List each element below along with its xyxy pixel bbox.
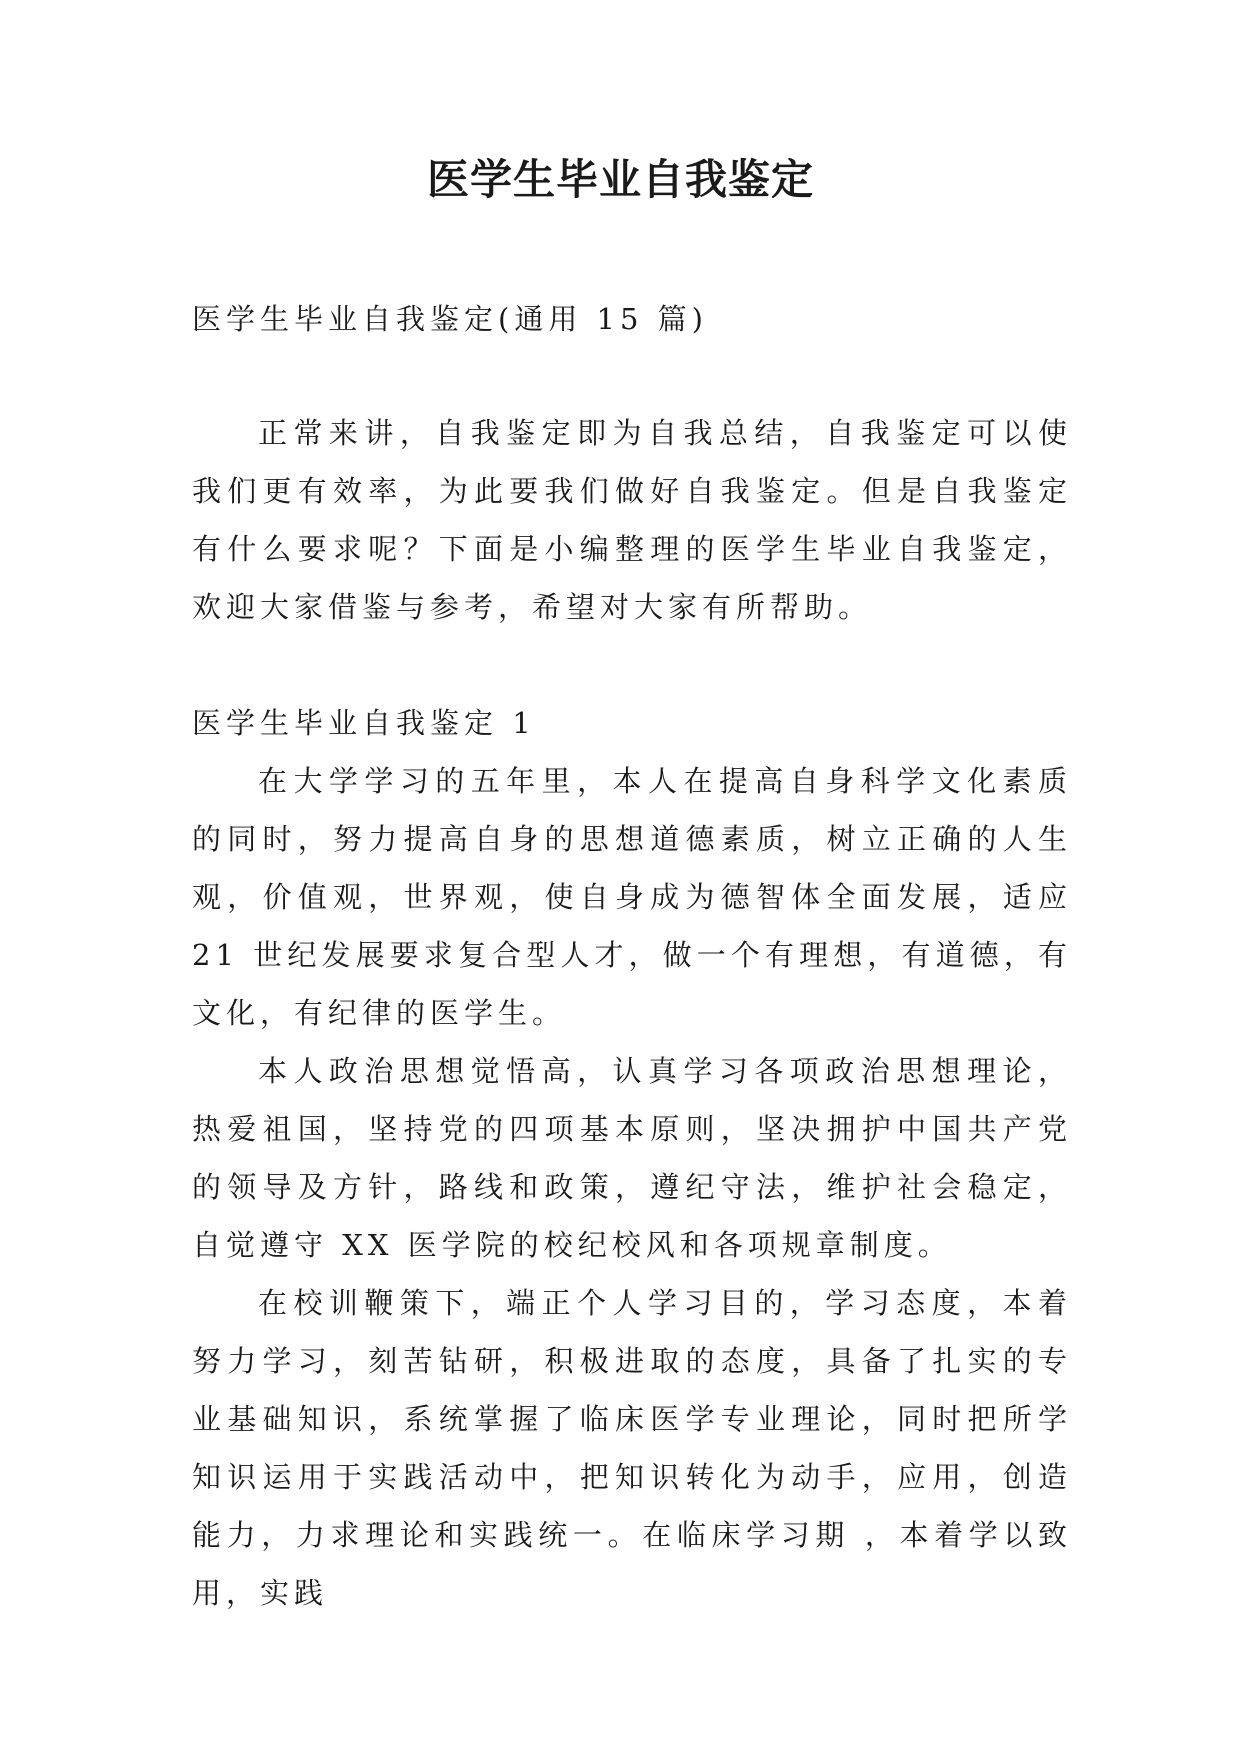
document-subtitle: 医学生毕业自我鉴定(通用 15 篇) — [192, 302, 708, 336]
section-heading: 医学生毕业自我鉴定 1 — [192, 706, 536, 740]
intro-paragraph: 正常来讲，自我鉴定即为自我总结，自我鉴定可以使我们更有效率，为此要我们做好自我鉴定。但是自我鉴定有什么要求呢？下面是小编整理的医学生毕业自我鉴定，欢迎大家借鉴与参考，希望对大家有所帮助。 — [192, 416, 1072, 624]
section-1 — [192, 694, 1072, 1622]
document-title: 医学生毕业自我鉴定 — [426, 155, 814, 204]
section-paragraph: 在大学学习的五年里，本人在提高自身科学文化素质的同时，努力提高自身的思想道德素质，树立正确的人生观，价值观，世界观，使自身成为德智体全面发展，适应 21 世纪发展要求复合型人才，做一个有理想，有道德，有文化，有纪律的医学生。 — [192, 764, 1072, 1030]
section-paragraph: 本人政治思想觉悟高，认真学习各项政治思想理论，热爱祖国，坚持党的四项基本原则，坚决拥护中国共产党的领导及方针，路线和政策，遵纪守法，维护社会稳定，自觉遵守 XX 医学院的校纪校风和各项规章制度。 — [192, 1054, 1072, 1262]
section-paragraph: 在校训鞭策下，端正个人学习目的，学习态度，本着努力学习，刻苦钻研，积极进取的态度，具备了扎实的专业基础知识，系统掌握了临床医学专业理论，同时把所学知识运用于实践活动中，把知识转化为动手，应用，创造能力，力求理论和实践统一。在临床学习期 ，本着学以致用，实践 — [192, 1286, 1072, 1610]
